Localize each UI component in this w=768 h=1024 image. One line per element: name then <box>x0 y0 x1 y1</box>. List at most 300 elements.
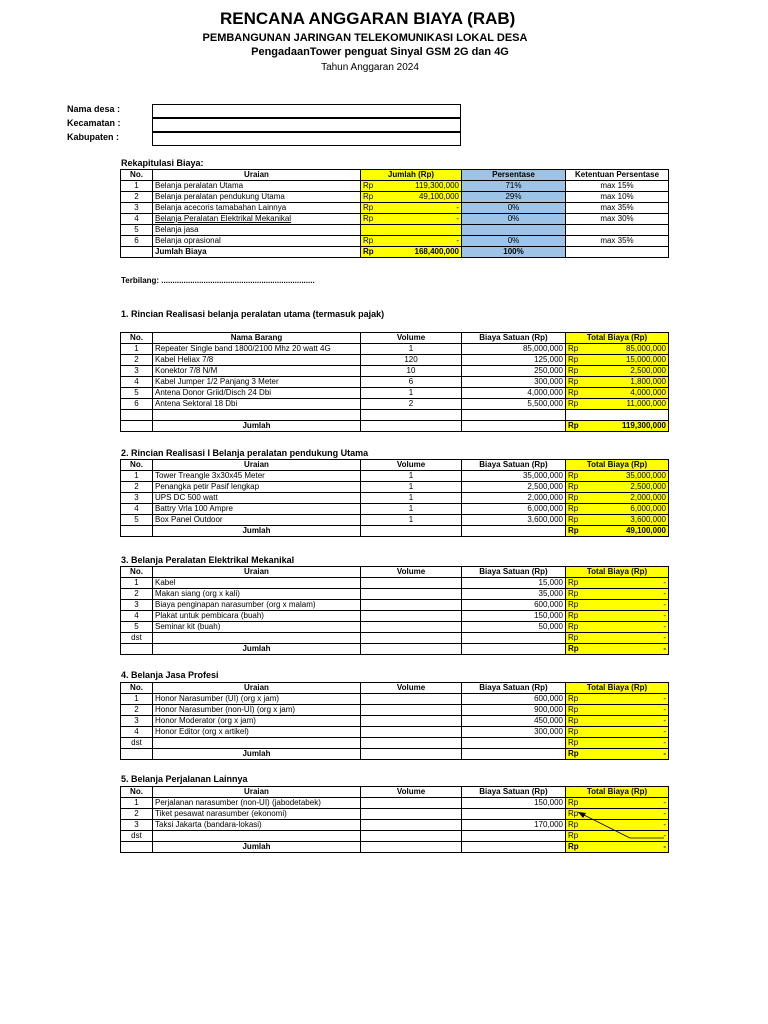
row-unit-cost: 150,000 <box>462 798 566 809</box>
currency-cell <box>568 600 666 610</box>
row-jumlah <box>361 214 462 225</box>
currency-cell <box>568 622 666 632</box>
table-row <box>121 471 669 482</box>
currency-symbol: Rp <box>568 421 579 430</box>
currency-symbol: Rp <box>568 578 579 587</box>
table-row <box>121 622 669 633</box>
col-header: Nama Barang <box>153 333 361 344</box>
amount: 85,000,000 <box>625 344 666 353</box>
row-number: 3 <box>121 716 153 727</box>
page-subtitle-project: PengadaanTower penguat Sinyal GSM 2G dan 4G <box>251 46 509 58</box>
row-unit-cost: 125,000 <box>462 355 566 366</box>
table-row <box>121 192 669 203</box>
currency-symbol: Rp <box>568 738 579 747</box>
row-persentase: 0% <box>462 203 566 214</box>
currency-cell <box>568 493 666 503</box>
table-row <box>121 611 669 622</box>
row-volume <box>361 600 462 611</box>
table-row <box>121 214 669 225</box>
currency-symbol: Rp <box>568 388 579 397</box>
table-row <box>121 589 669 600</box>
row-number: 1 <box>121 578 153 589</box>
row-number: 1 <box>121 471 153 482</box>
row-total <box>566 831 669 842</box>
row-volume <box>361 820 462 831</box>
currency-symbol: Rp <box>568 482 579 491</box>
total-no <box>121 421 153 432</box>
row-number: 3 <box>121 493 153 504</box>
amount: - <box>456 214 459 223</box>
row-number: 5 <box>121 515 153 526</box>
row-item: Kabel <box>153 578 361 589</box>
row-uraian: Belanja jasa <box>153 225 361 236</box>
row-item: Perjalanan narasumber (non-UI) (jabodetabek) <box>153 798 361 809</box>
amount: - <box>663 611 666 620</box>
row-unit-cost: 300,000 <box>462 377 566 388</box>
row-unit-cost: 300,000 <box>462 727 566 738</box>
amount: - <box>663 589 666 598</box>
row-number: 3 <box>121 600 153 611</box>
table-row <box>121 377 669 388</box>
col-header: Volume <box>361 787 462 798</box>
currency-symbol: Rp <box>363 192 374 201</box>
row-volume <box>361 589 462 600</box>
row-total <box>566 399 669 410</box>
table-row <box>121 578 669 589</box>
section1-title: 1. Rincian Realisasi belanja peralatan utama (termasuk pajak) <box>121 309 385 319</box>
spacer-row <box>121 410 669 421</box>
currency-symbol: Rp <box>568 842 579 851</box>
amount: 4,000,000 <box>630 388 666 397</box>
row-volume: 1 <box>361 344 462 355</box>
currency-cell <box>568 388 666 398</box>
row-item: Taksi Jakarta (bandara-lokasi) <box>153 820 361 831</box>
total-unit-cost <box>462 526 566 537</box>
table-row <box>121 738 669 749</box>
currency-cell <box>363 181 459 191</box>
empty-cell <box>361 410 462 421</box>
row-number: 3 <box>121 366 153 377</box>
total-no <box>121 842 153 853</box>
amount: - <box>456 203 459 212</box>
amount: 2,500,000 <box>630 482 666 491</box>
total-amount <box>566 749 669 760</box>
row-jumlah <box>361 203 462 214</box>
col-header: Ketentuan Persentase <box>566 170 669 181</box>
total-row <box>121 421 669 432</box>
recap-title: Rekapitulasi Biaya: <box>121 158 204 168</box>
row-item <box>153 738 361 749</box>
row-total <box>566 622 669 633</box>
currency-cell <box>568 578 666 588</box>
row-number: 4 <box>121 727 153 738</box>
row-total <box>566 578 669 589</box>
table-row <box>121 203 669 214</box>
row-total <box>566 798 669 809</box>
currency-cell <box>568 831 666 841</box>
amount: - <box>663 798 666 807</box>
currency-cell <box>363 236 459 246</box>
row-volume <box>361 738 462 749</box>
currency-symbol: Rp <box>568 727 579 736</box>
currency-symbol: Rp <box>568 504 579 513</box>
row-unit-cost: 450,000 <box>462 716 566 727</box>
col-header: Volume <box>361 460 462 471</box>
row-total <box>566 716 669 727</box>
table-row <box>121 399 669 410</box>
amount: - <box>663 694 666 703</box>
col-header: Volume <box>361 333 462 344</box>
row-ketentuan: max 15% <box>566 181 669 192</box>
table-row <box>121 809 669 820</box>
row-item: Tower Treangle 3x30x45 Meter <box>153 471 361 482</box>
row-number: 2 <box>121 589 153 600</box>
currency-cell <box>568 644 666 654</box>
row-persentase: 0% <box>462 214 566 225</box>
row-unit-cost: 6,000,000 <box>462 504 566 515</box>
row-volume: 10 <box>361 366 462 377</box>
row-unit-cost <box>462 633 566 644</box>
section4-table <box>120 682 669 760</box>
row-volume <box>361 831 462 842</box>
currency-cell <box>568 482 666 492</box>
kecamatan-label: Kecamatan : <box>67 118 121 128</box>
row-total <box>566 738 669 749</box>
amount: - <box>663 727 666 736</box>
row-persentase: 71% <box>462 181 566 192</box>
row-ketentuan: max 35% <box>566 203 669 214</box>
row-total <box>566 388 669 399</box>
table-row <box>121 600 669 611</box>
currency-symbol: Rp <box>363 203 374 212</box>
amount: - <box>663 633 666 642</box>
col-header: No. <box>121 170 153 181</box>
total-volume <box>361 842 462 853</box>
row-total <box>566 611 669 622</box>
total-volume <box>361 421 462 432</box>
row-number: 4 <box>121 611 153 622</box>
row-number: 5 <box>121 388 153 399</box>
currency-symbol: Rp <box>363 181 374 190</box>
row-number: 2 <box>121 192 153 203</box>
row-total <box>566 493 669 504</box>
total-ketentuan <box>566 247 669 258</box>
amount: - <box>663 705 666 714</box>
row-persentase: 0% <box>462 236 566 247</box>
row-volume <box>361 798 462 809</box>
row-number: 1 <box>121 694 153 705</box>
amount: 15,000,000 <box>625 355 666 364</box>
empty-cell <box>462 410 566 421</box>
empty-cell <box>153 410 361 421</box>
row-unit-cost <box>462 738 566 749</box>
currency-symbol: Rp <box>568 798 579 807</box>
table-row <box>121 831 669 842</box>
row-total <box>566 366 669 377</box>
row-item: Repeater Single band 1800/2100 Mhz 20 watt 4G <box>153 344 361 355</box>
amount: 119,300,000 <box>621 421 666 430</box>
row-item: Antena Donor Griid/Disch 24 Dbi <box>153 388 361 399</box>
row-volume <box>361 622 462 633</box>
col-header: No. <box>121 460 153 471</box>
row-unit-cost <box>462 809 566 820</box>
row-volume: 6 <box>361 377 462 388</box>
row-number: dst <box>121 738 153 749</box>
total-unit-cost <box>462 644 566 655</box>
row-volume: 1 <box>361 471 462 482</box>
currency-cell <box>568 727 666 737</box>
total-persentase: 100% <box>462 247 566 258</box>
row-jumlah <box>361 192 462 203</box>
row-number: 2 <box>121 809 153 820</box>
row-item: Honor Narasumber (UI) (org x jam) <box>153 694 361 705</box>
total-amount <box>566 421 669 432</box>
col-header: No. <box>121 683 153 694</box>
currency-symbol: Rp <box>568 809 579 818</box>
total-row <box>121 644 669 655</box>
row-item: Kabel Jumper 1/2 Panjang 3 Meter <box>153 377 361 388</box>
row-volume: 2 <box>361 399 462 410</box>
header-row <box>121 787 669 798</box>
total-label: Jumlah <box>153 644 361 655</box>
total-volume <box>361 749 462 760</box>
currency-cell <box>363 203 459 213</box>
currency-cell <box>568 366 666 376</box>
section5-title: 5. Belanja Perjalanan Lainnya <box>121 774 248 784</box>
currency-symbol: Rp <box>568 644 579 653</box>
total-volume <box>361 526 462 537</box>
section3-title: 3. Belanja Peralatan Elektrikal Mekanikal <box>121 555 295 565</box>
amount: - <box>663 809 666 818</box>
col-header: Total Biaya (Rp) <box>566 460 669 471</box>
total-row <box>121 247 669 258</box>
section5-table <box>120 786 669 853</box>
header-row <box>121 683 669 694</box>
currency-cell <box>568 421 666 431</box>
amount: 1,800,000 <box>630 377 666 386</box>
table-row <box>121 633 669 644</box>
col-header: Total Biaya (Rp) <box>566 333 669 344</box>
total-jumlah <box>361 247 462 258</box>
row-unit-cost: 4,000,000 <box>462 388 566 399</box>
total-no <box>121 644 153 655</box>
empty-cell <box>121 410 153 421</box>
col-header: No. <box>121 333 153 344</box>
row-total <box>566 355 669 366</box>
currency-cell <box>568 798 666 808</box>
row-uraian: Belanja Peralatan Elektrikal Mekanikal <box>153 214 361 225</box>
col-header: Total Biaya (Rp) <box>566 567 669 578</box>
row-total <box>566 727 669 738</box>
currency-symbol: Rp <box>568 831 579 840</box>
header-row <box>121 333 669 344</box>
row-number: 4 <box>121 504 153 515</box>
total-label: Jumlah Biaya <box>153 247 361 258</box>
total-row <box>121 842 669 853</box>
row-volume <box>361 633 462 644</box>
col-header: Persentase <box>462 170 566 181</box>
row-item: Honor Moderator (org x jam) <box>153 716 361 727</box>
table-row <box>121 493 669 504</box>
col-header: Total Biaya (Rp) <box>566 787 669 798</box>
amount: 6,000,000 <box>630 504 666 513</box>
table-row <box>121 705 669 716</box>
row-total <box>566 600 669 611</box>
row-item: Antena Sektoral 18 Dbi <box>153 399 361 410</box>
row-unit-cost: 900,000 <box>462 705 566 716</box>
currency-symbol: Rp <box>568 716 579 725</box>
total-no <box>121 247 153 258</box>
currency-symbol: Rp <box>568 611 579 620</box>
total-row <box>121 749 669 760</box>
total-label: Jumlah <box>153 526 361 537</box>
page-title: RENCANA ANGGARAN BIAYA (RAB) <box>220 9 516 28</box>
row-ketentuan: max 10% <box>566 192 669 203</box>
table-row <box>121 482 669 493</box>
col-header: No. <box>121 787 153 798</box>
section1-table <box>120 332 669 432</box>
row-item: Makan siang (org x kali) <box>153 589 361 600</box>
table-row <box>121 820 669 831</box>
currency-cell <box>568 515 666 525</box>
currency-symbol: Rp <box>568 694 579 703</box>
amount: 2,000,000 <box>630 493 666 502</box>
row-total <box>566 504 669 515</box>
table-row <box>121 344 669 355</box>
amount: - <box>663 831 666 840</box>
total-no <box>121 749 153 760</box>
kabupaten-label: Kabupaten : <box>67 132 120 142</box>
row-item: Plakat untuk pembicara (buah) <box>153 611 361 622</box>
total-unit-cost <box>462 421 566 432</box>
row-unit-cost: 600,000 <box>462 694 566 705</box>
total-amount <box>566 644 669 655</box>
amount: - <box>663 578 666 587</box>
col-header: No. <box>121 567 153 578</box>
row-unit-cost <box>462 831 566 842</box>
table-row <box>121 181 669 192</box>
row-unit-cost: 5,500,000 <box>462 399 566 410</box>
row-number: 5 <box>121 622 153 633</box>
currency-cell <box>568 526 666 536</box>
row-ketentuan <box>566 225 669 236</box>
row-ketentuan: max 35% <box>566 236 669 247</box>
row-item: UPS DC 500 watt <box>153 493 361 504</box>
kecamatan-field[interactable] <box>152 118 461 132</box>
row-item: Tiket pesawat narasumber (ekonomi) <box>153 809 361 820</box>
desa-field[interactable] <box>152 104 461 118</box>
amount: - <box>663 842 666 851</box>
row-number: 3 <box>121 820 153 831</box>
amount: 35,000,000 <box>625 471 666 480</box>
kabupaten-field[interactable] <box>152 132 461 146</box>
currency-cell <box>363 247 459 257</box>
row-unit-cost: 3,600,000 <box>462 515 566 526</box>
currency-cell <box>568 842 666 852</box>
row-item: Kabel Heliax 7/8 <box>153 355 361 366</box>
total-no <box>121 526 153 537</box>
row-total <box>566 515 669 526</box>
col-header: Biaya Satuan (Rp) <box>462 683 566 694</box>
recap-table <box>120 169 669 258</box>
total-amount <box>566 842 669 853</box>
currency-cell <box>568 705 666 715</box>
row-number: dst <box>121 831 153 842</box>
row-number: 1 <box>121 181 153 192</box>
amount: - <box>663 600 666 609</box>
currency-cell <box>568 738 666 748</box>
total-row <box>121 526 669 537</box>
amount: 49,100,000 <box>418 192 459 201</box>
table-row <box>121 366 669 377</box>
currency-cell <box>568 344 666 354</box>
row-total <box>566 694 669 705</box>
col-header: Jumlah (Rp) <box>361 170 462 181</box>
currency-cell <box>568 749 666 759</box>
row-volume <box>361 694 462 705</box>
row-volume <box>361 578 462 589</box>
row-volume: 1 <box>361 493 462 504</box>
row-number: 4 <box>121 214 153 225</box>
row-unit-cost: 35,000 <box>462 589 566 600</box>
currency-cell <box>568 589 666 599</box>
col-header: Volume <box>361 683 462 694</box>
table-row <box>121 515 669 526</box>
row-number: 2 <box>121 355 153 366</box>
table-row <box>121 225 669 236</box>
amount: - <box>456 236 459 245</box>
row-volume <box>361 611 462 622</box>
row-volume: 1 <box>361 515 462 526</box>
currency-symbol: Rp <box>568 749 579 758</box>
row-total <box>566 344 669 355</box>
total-amount <box>566 526 669 537</box>
amount: 2,500,000 <box>630 366 666 375</box>
row-item: Biaya penginapan narasumber (org x malam) <box>153 600 361 611</box>
amount: - <box>663 644 666 653</box>
total-unit-cost <box>462 842 566 853</box>
currency-cell <box>568 355 666 365</box>
row-total <box>566 377 669 388</box>
row-uraian: Belanja peralatan Utama <box>153 181 361 192</box>
currency-symbol: Rp <box>568 399 579 408</box>
col-header: Uraian <box>153 567 361 578</box>
row-item: Konektor 7/8 N/M <box>153 366 361 377</box>
header-row <box>121 567 669 578</box>
currency-cell <box>568 694 666 704</box>
currency-cell <box>568 504 666 514</box>
row-ketentuan: max 30% <box>566 214 669 225</box>
currency-symbol: Rp <box>568 633 579 642</box>
row-volume <box>361 727 462 738</box>
col-header: Volume <box>361 567 462 578</box>
currency-symbol: Rp <box>568 355 579 364</box>
row-volume <box>361 705 462 716</box>
row-unit-cost: 600,000 <box>462 600 566 611</box>
currency-symbol: Rp <box>568 377 579 386</box>
section2-table <box>120 459 669 537</box>
currency-symbol: Rp <box>568 515 579 524</box>
row-item: Honor Narasumber (non-UI) (org x jam) <box>153 705 361 716</box>
row-persentase <box>462 225 566 236</box>
currency-symbol: Rp <box>568 622 579 631</box>
currency-symbol: Rp <box>568 820 579 829</box>
col-header: Total Biaya (Rp) <box>566 683 669 694</box>
currency-symbol: Rp <box>568 589 579 598</box>
row-unit-cost: 15,000 <box>462 578 566 589</box>
section2-title: 2. Rincian Realisasi l Belanja peralatan pendukung Utama <box>121 448 369 458</box>
col-header: Uraian <box>153 460 361 471</box>
